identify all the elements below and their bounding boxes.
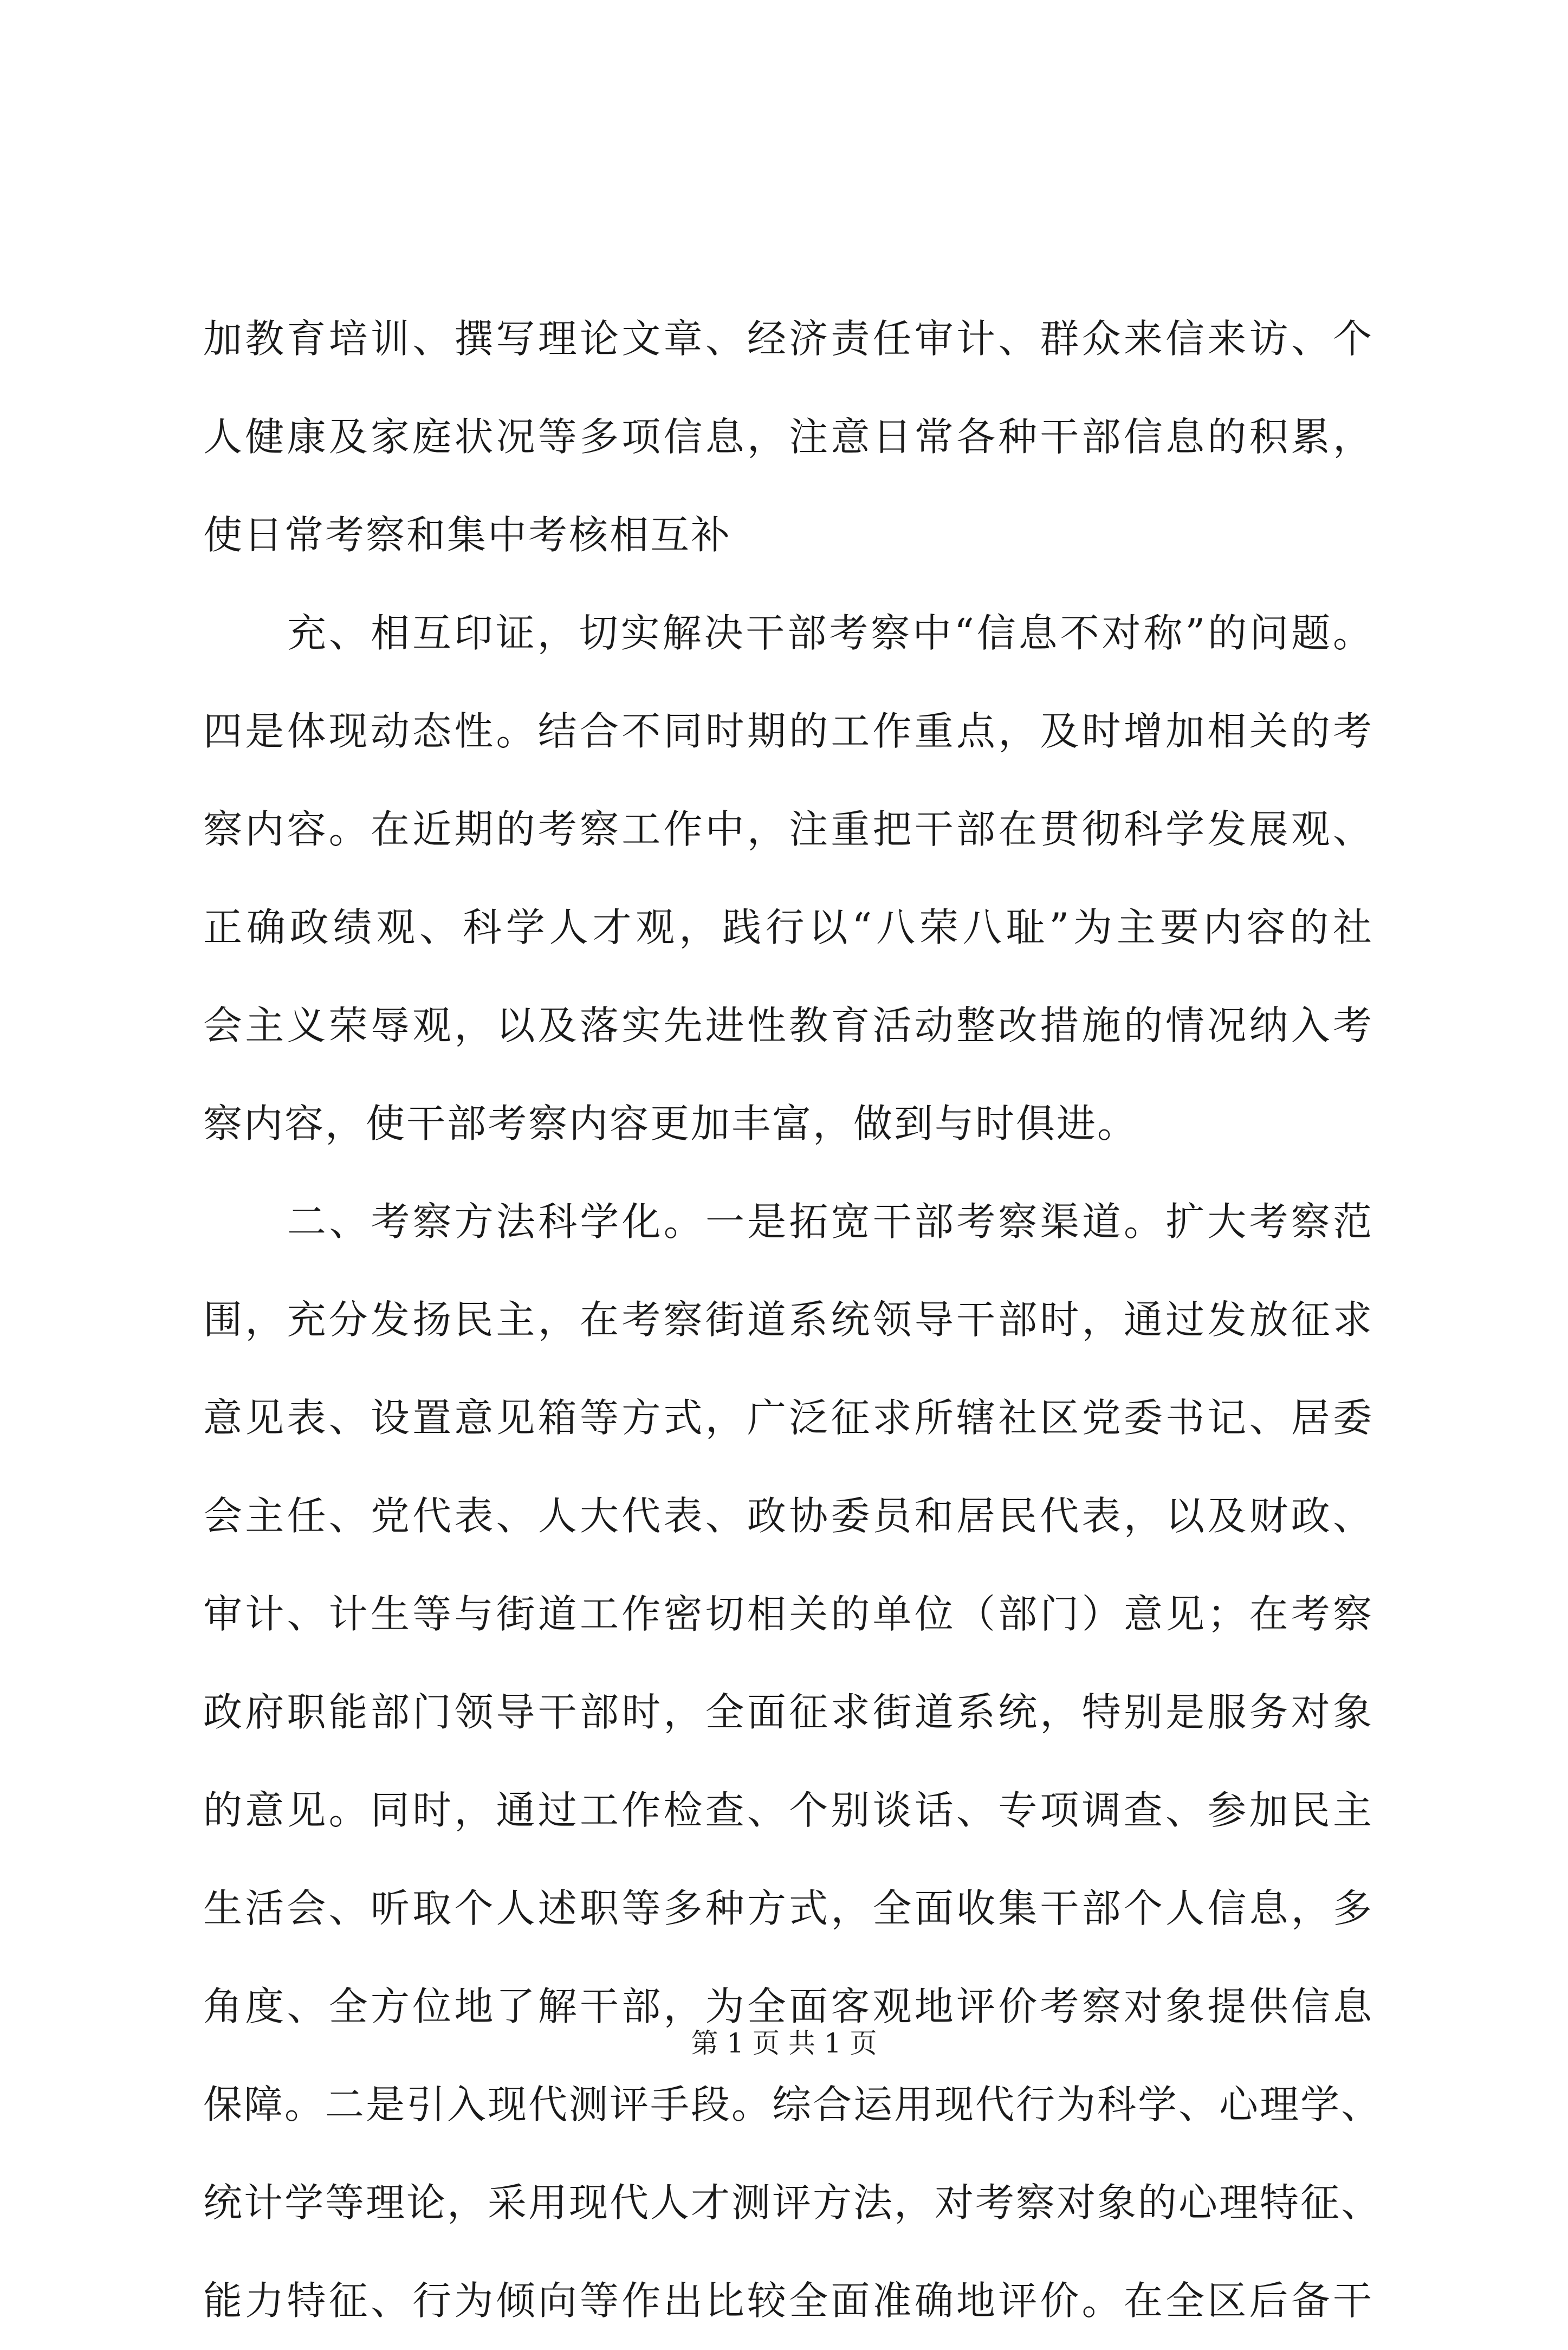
text-line: 二、考察方法科学化。一是拓宽干部考察渠道。扩大考察范: [287, 1199, 1373, 1244]
text-line: 会主任、党代表、人大代表、政协委员和居民代表，以及财政、: [203, 1493, 1373, 1539]
text-line: 围，充分发扬民主，在考察街道系统领导干部时，通过发放征求: [203, 1297, 1373, 1342]
text-line: 角度、全方位地了解干部，为全面客观地评价考察对象提供信息: [203, 1984, 1373, 2029]
text-line: 生活会、听取个人述职等多种方式，全面收集干部个人信息，多: [203, 1886, 1373, 1931]
text-line: 加教育培训、撰写理论文章、经济责任审计、群众来信来访、个: [203, 316, 1373, 361]
text-line: 四是体现动态性。结合不同时期的工作重点，及时增加相关的考: [203, 708, 1373, 754]
text-line: 统计学等理论，采用现代人才测评方法，对考察对象的心理特征、: [203, 2180, 1382, 2225]
text-line: 会主义荣辱观，以及落实先进性教育活动整改措施的情况纳入考: [203, 1003, 1373, 1048]
text-line: 察内容。在近期的考察工作中，注重把干部在贯彻科学发展观、: [203, 806, 1373, 852]
text-line: 正确政绩观、科学人才观，践行以“八荣八耻”为主要内容的社: [203, 905, 1373, 950]
page-number-footer: 第 1 页 共 1 页: [691, 2028, 877, 2059]
text-line: 意见表、设置意见箱等方式，广泛征求所辖社区党委书记、居委: [203, 1395, 1373, 1441]
text-line: 审计、计生等与街道工作密切相关的单位（部门）意见；在考察: [203, 1591, 1373, 1637]
text-line: 政府职能部门领导干部时，全面征求街道系统，特别是服务对象: [203, 1689, 1373, 1735]
text-line: 察内容，使干部考察内容更加丰富，做到与时俱进。: [203, 1101, 1138, 1146]
text-line: 保障。二是引入现代测评手段。综合运用现代行为科学、心理学、: [203, 2082, 1382, 2127]
text-line: 使日常考察和集中考核相互补: [203, 512, 732, 558]
text-line: 的意见。同时，通过工作检查、个别谈话、专项调查、参加民主: [203, 1787, 1373, 1833]
text-line: 能力特征、行为倾向等作出比较全面准确地评价。在全区后备干: [203, 2278, 1373, 2323]
text-line: 人健康及家庭状况等多项信息，注意日常各种干部信息的积累，: [203, 414, 1373, 460]
text-line: 充、相互印证，切实解决干部考察中“信息不对称”的问题。: [287, 610, 1373, 656]
